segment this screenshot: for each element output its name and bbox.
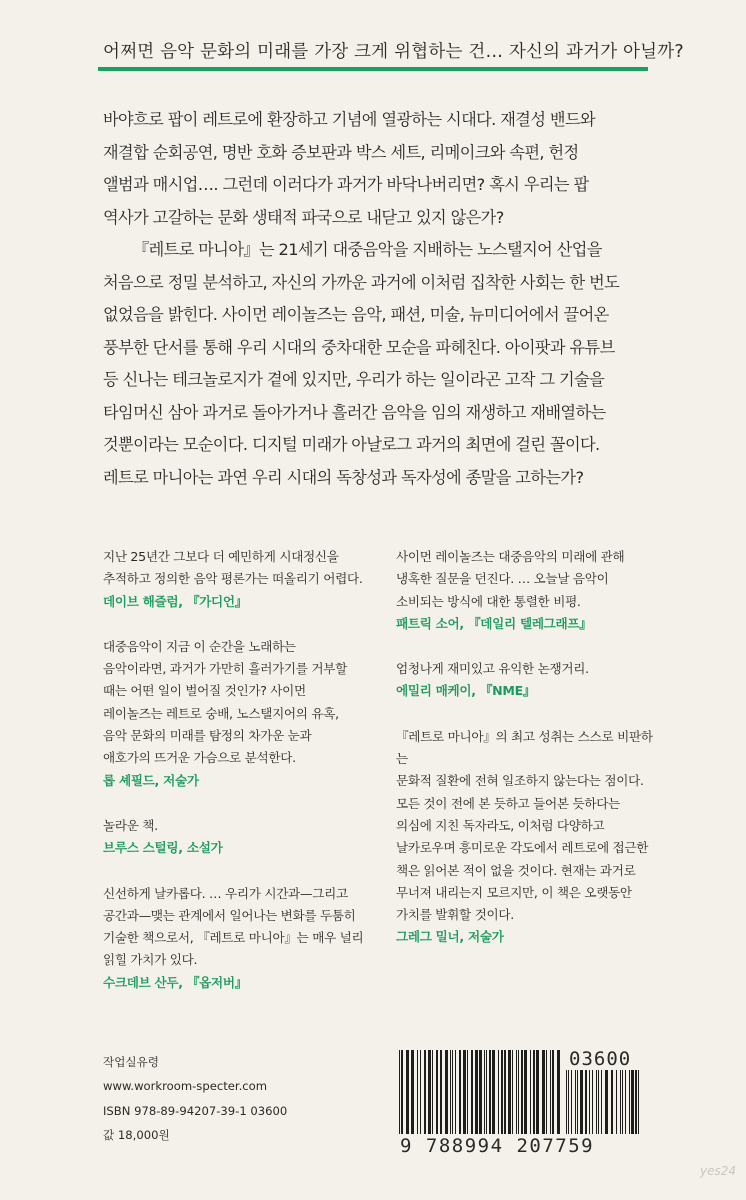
barcode-bar [504,1050,506,1134]
barcode-bar [580,1070,583,1134]
tagline: 어쩌면 음악 문화의 미래를 가장 크게 위협하는 건… 자신의 과거가 아닐까? [103,42,684,62]
isbn: ISBN 978-89-94207-39-1 03600 [103,1103,288,1118]
intro-line: 없었음을 밝힌다. 사이먼 레이놀즈는 음악, 패션, 미술, 뉴미디어에서 끌어온 [103,305,609,324]
barcode-addon-bars [565,1070,643,1134]
quote-author: 에밀리 매케이, 『NME』 [396,683,536,699]
barcode-bar [592,1070,593,1134]
barcode-bar [546,1050,547,1134]
barcode-bar [463,1050,466,1134]
barcode-bar [498,1050,499,1134]
barcode-bar [631,1070,634,1134]
barcode-bar [467,1050,468,1134]
review-column-left [103,546,368,1017]
barcode-bar [399,1050,400,1134]
review-quote [396,658,661,703]
barcode-bar [601,1070,602,1134]
barcode-main-bars [398,1050,562,1134]
barcode-bar [557,1050,560,1134]
publisher-url: www.workroom-specter.com [103,1079,268,1094]
quote-author: 롭 셰필드, 저술가 [103,772,199,788]
barcode-bar [516,1050,517,1134]
barcode-bar [635,1070,637,1134]
review-quote [103,546,368,613]
barcode-number: 9 788994 207759 [400,1135,595,1157]
barcode-bar [440,1050,442,1134]
barcode-bar [566,1070,567,1134]
publisher-info [103,1050,287,1148]
quote-text: 신선하게 날카롭다. … 우리가 시간과—그리고 공간과—맺는 관계에서 일어나는 변화를 두툼히 기술한 책으로서, 『레트로 마니아』는 매우 널리 읽힐 가치가 있다. [103,885,364,968]
barcode-bar [406,1050,409,1134]
quote-text: 지난 25년간 그보다 더 예민하게 시대정신을 추적하고 정의한 음악 평론가는 떠올리기 어렵다. [103,549,363,587]
review-quote [396,726,661,949]
barcode-bar [638,1070,639,1134]
quote-author: 그레그 밀너, 저술가 [396,929,504,945]
barcode-bar [432,1050,433,1134]
barcode-bar [475,1050,478,1134]
review-quote [103,815,368,860]
intro-line: 『레트로 마니아』는 21세기 대중음악을 지배하는 노스탤지어 산업을 [133,240,602,259]
barcode-bar [445,1050,448,1134]
barcode-bar [625,1070,626,1134]
barcode-bar [550,1050,551,1134]
review-quote [103,883,368,994]
barcode-bar [492,1050,495,1134]
intro-line: 바야흐로 팝이 레트로에 환장하고 기념에 열광하는 시대다. 재결성 밴드와 [103,110,596,129]
barcode-bar [450,1050,451,1134]
intro-line: 레트로 마니아는 과연 우리 시대의 독창성과 독자성에 종말을 고하는가? [103,467,584,487]
barcode-bar [424,1050,426,1134]
barcode-bar [629,1070,630,1134]
watermark-logo: yes24 [700,1164,737,1178]
quote-text: 대중음악이 지금 이 순간을 노래하는 음악이라면, 과거가 가만히 흘러가기를 거부할 때는 어떤 일이 벌어질 것인가? 사이먼 레이놀즈는 레트로 숭배, 노스탤지어의 유혹, 음악 문화의 미래를 탐정의 차가운 눈과 애호가의 뜨거운 가슴으로 분석한다. [103,638,347,766]
barcode-bar [611,1070,613,1134]
barcode-bar [518,1050,519,1134]
intro-text [103,104,663,494]
barcode-bar [577,1070,578,1134]
barcode-bar [524,1050,527,1134]
review-column-right [396,546,661,972]
isbn-barcode [398,1048,644,1157]
barcode-bar [575,1070,576,1134]
barcode-bar [585,1070,587,1134]
quote-author: 브루스 스털링, 소설가 [103,840,223,856]
barcode-bar [616,1070,617,1134]
barcode-bar [552,1050,554,1134]
publisher-name: 작업실유령 [103,1055,159,1069]
barcode-bar [479,1050,482,1134]
quote-author: 데이브 해즐럼, 『가디언』 [103,593,248,609]
barcode-bar [459,1050,461,1134]
accent-rule [98,67,648,71]
quote-text: 『레트로 마니아』의 최고 성취는 스스로 비판하는 문화적 질환에 전혀 일조하지 않는다는 점이다. 모든 것이 전에 본 듯하고 들어본 듯하다는 의심에 지친 독자라도, 이처럼 다양하고 날카로우며 흥미로운 각도에서 레트로에 접근한 책은 읽어본 적이 없을 것이다. 현재는 과거로 무너져 내리는지 모르지만, 이 책은 오랫동안 가치를 발휘할 것이다. [396,728,653,923]
barcode-bar [401,1050,403,1134]
barcode-bar [598,1070,599,1134]
barcode-bar [411,1050,414,1134]
quote-text: 엄청나게 재미있고 유익한 논쟁거리. [396,661,589,677]
review-quote [103,636,368,792]
barcode-bar [521,1050,523,1134]
barcode-bar [489,1050,491,1134]
barcode-bar [486,1050,487,1134]
barcode-bar [536,1050,539,1134]
price: 값 18,000원 [103,1128,170,1143]
intro-line: 역사가 고갈하는 문화 생태적 파국으로 내닫고 있지 않은가? [103,207,504,227]
barcode-bar [508,1050,511,1134]
intro-line: 풍부한 단서를 통해 우리 시대의 중차대한 모순을 파헤친다. 아이팟과 유튜브 [103,337,615,357]
barcode-bar [596,1070,597,1134]
barcode-bar [622,1070,623,1134]
barcode-bar [501,1050,503,1134]
barcode-bar [605,1070,608,1134]
barcode-bar [512,1050,513,1134]
quote-text: 사이먼 레이놀즈는 대중음악의 미래에 관해 냉혹한 질문을 던진다. … 오늘날 음악이 소비되는 방식에 대한 통렬한 비평. [396,549,625,609]
barcode-bar [568,1070,569,1134]
intro-line: 앨범과 매시업…. 그런데 이러다가 과거가 바닥나버리면? 혹시 우리는 팝 [103,175,589,194]
barcode-bar [620,1070,621,1134]
intro-line: 처음으로 정밀 분석하고, 자신의 가까운 과거에 이처럼 집착한 사회는 한 번도 [103,272,620,292]
barcode-bar [436,1050,438,1134]
barcode-bar [533,1050,535,1134]
barcode-bar [428,1050,431,1134]
barcode-bar [455,1050,456,1134]
barcode-addon-number: 03600 [569,1048,632,1070]
intro-line: 것뿐이라는 모순이다. 디지털 미래가 아날로그 과거의 최면에 걸린 꼴이다. [103,435,600,454]
barcode-bar [589,1070,590,1134]
intro-line: 등 신나는 테크놀로지가 곁에 있지만, 우리가 하는 일이라곤 고작 그 기술을 [103,370,605,389]
barcode-bar [420,1050,421,1134]
quote-author: 수크데브 산두, 『옵저버』 [103,974,248,990]
barcode-bar [484,1050,485,1134]
intro-line: 타임머신 삼아 과거로 돌아가거나 흘러간 음악을 임의 재생하고 재배열하는 [103,402,606,422]
intro-line: 재결합 순회공연, 명반 호화 증보판과 박스 세트, 리메이크와 속편, 헌정 [103,142,579,162]
barcode-bar [571,1070,572,1134]
barcode-bar [542,1050,545,1134]
quote-author: 패트릭 소어, 『데일리 텔레그래프』 [396,615,592,631]
barcode-bar [530,1050,531,1134]
quote-text: 놀라운 책. [103,817,158,833]
review-quote [396,546,661,635]
barcode-bar [471,1050,473,1134]
barcode-bar [452,1050,453,1134]
barcode-bar [417,1050,418,1134]
